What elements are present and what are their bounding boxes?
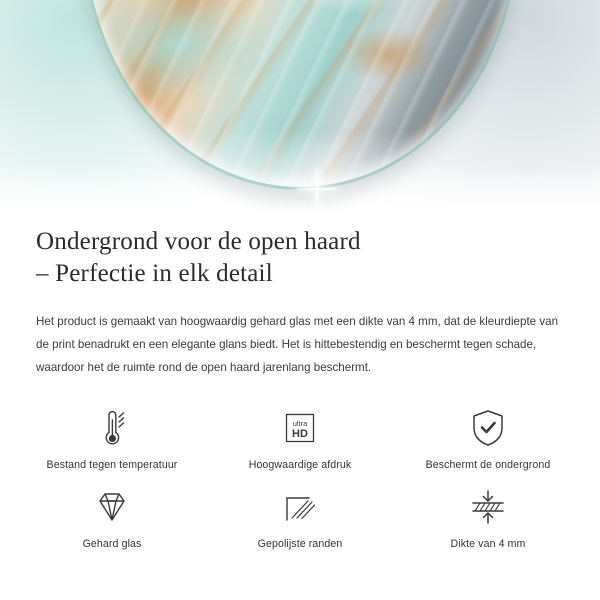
diamond-icon [92, 485, 132, 529]
text-content [0, 212, 600, 380]
feature-item [394, 485, 582, 550]
feature-item [394, 406, 582, 471]
hero-image [0, 0, 600, 212]
svg-text:ultra: ultra [292, 418, 308, 428]
feature-item [18, 406, 206, 471]
feature-item [18, 485, 206, 550]
shield-check-icon [469, 406, 507, 450]
polished-edges-icon [281, 485, 319, 529]
ultra-hd-icon [280, 406, 320, 450]
svg-text:HD: HD [292, 427, 308, 440]
thickness-4mm-icon [467, 485, 509, 529]
round-glass-panel [82, 0, 518, 190]
headline-line-1: Ondergrond voor de open haard [36, 228, 361, 255]
feature-label: Dikte van 4 mm [450, 537, 526, 550]
feature-label: Bestand tegen temperatuur [46, 458, 178, 471]
feature-item [206, 406, 394, 471]
feature-label: Hoogwaardige afdruk [248, 458, 352, 471]
feature-label: Gehard glas [82, 537, 142, 550]
description-paragraph: Het product is gemaakt van hoogwaardig gehard glas met een dikte van 4 mm, dat de kleurdiepte van de print benadrukt en een elegante glans biedt. Het is hittebestendig en beschermt tegen schade, waardoor het de ruimte rond de open haard jarenlang beschermt. [36, 315, 559, 375]
feature-label: Beschermt de ondergrond [425, 458, 551, 471]
page-title [36, 226, 564, 290]
feature-label: Gepolijste randen [257, 537, 343, 550]
feature-item [206, 485, 394, 550]
feature-grid [0, 406, 600, 550]
headline-line-2: – Perfectie in elk detail [36, 260, 273, 287]
thermometer-icon [95, 406, 129, 450]
